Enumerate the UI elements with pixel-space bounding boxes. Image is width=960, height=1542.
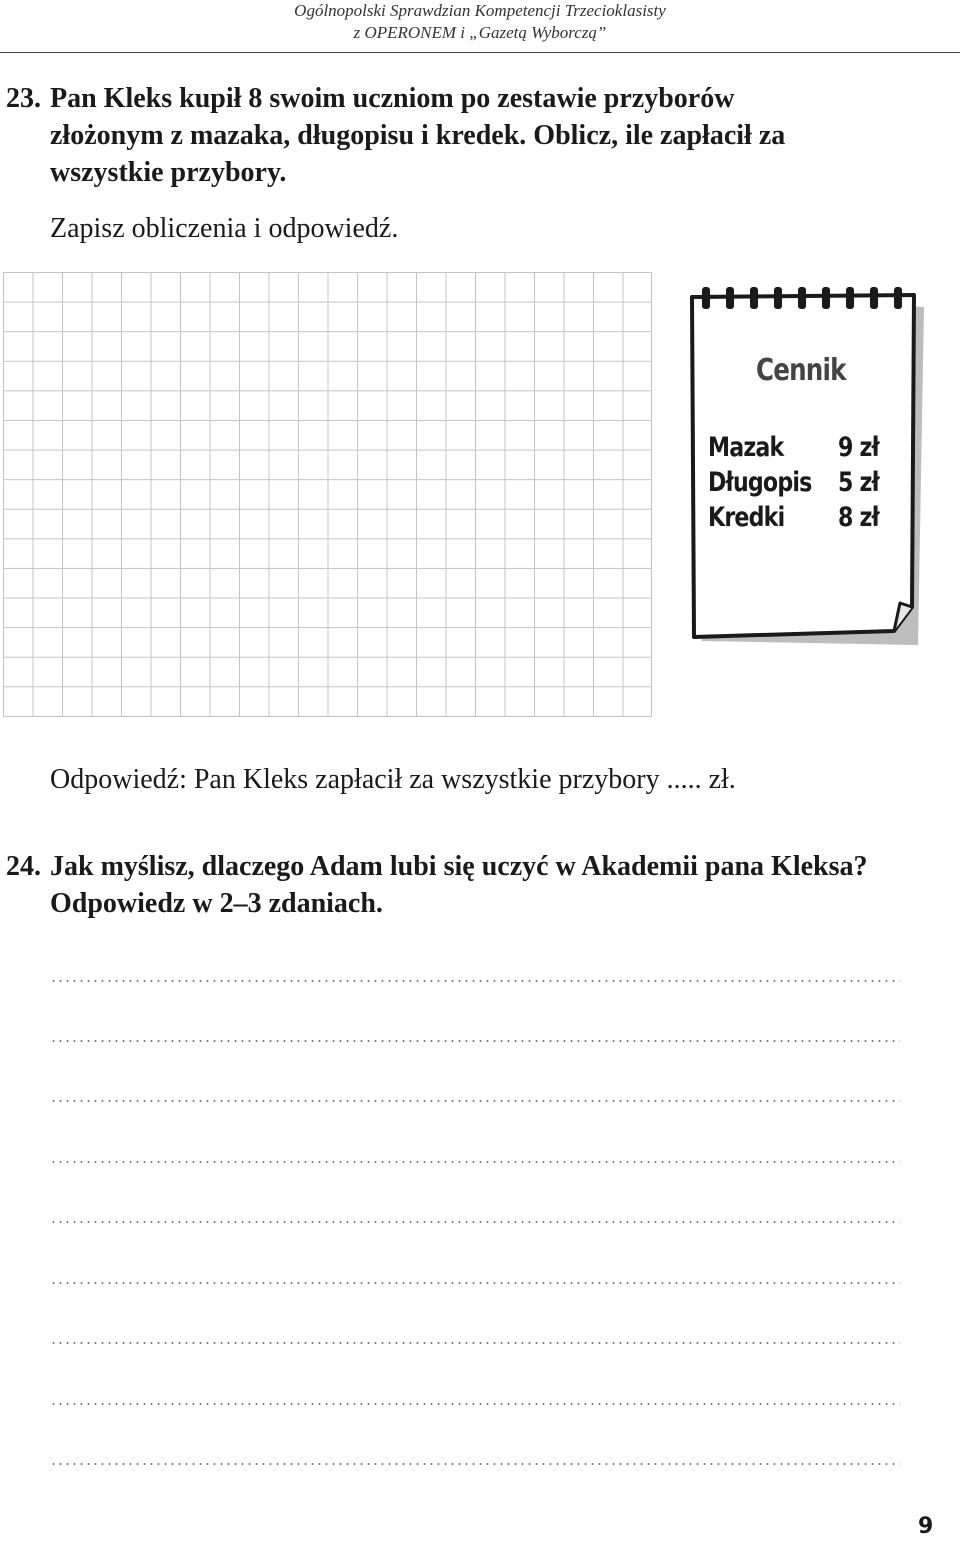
answer-line[interactable]	[50, 1403, 900, 1405]
task-23-number: 23.	[6, 83, 41, 114]
price-list-notepad	[688, 285, 928, 655]
task-23-instruction: Zapisz obliczenia i odpowiedź.	[50, 213, 399, 244]
answer-line[interactable]	[50, 1221, 900, 1223]
task-24	[6, 848, 906, 922]
price-item-value: 8 zł	[838, 502, 879, 533]
price-item-value: 9 zł	[838, 432, 879, 463]
calculation-grid[interactable]	[3, 272, 652, 717]
answer-line[interactable]	[50, 1342, 900, 1344]
answer-line[interactable]	[50, 1161, 900, 1163]
task-23	[6, 80, 906, 191]
task-23-text: Pan Kleks kupił 8 swoim uczniom po zestawie przyborów złożonym z mazaka, długopisu i kredek. Oblicz, ile zapłacił za wszystkie przybory.	[50, 83, 786, 188]
header-line-2: z OPERONEM i „Gazetą Wyborczą”	[353, 23, 607, 42]
answer-line[interactable]	[50, 1463, 900, 1465]
header-line-1: Ogólnopolski Sprawdzian Kompetencji Trzecioklasisty	[294, 1, 666, 20]
price-item-name: Długopis	[708, 467, 812, 498]
answer-line[interactable]	[50, 980, 900, 982]
answer-line[interactable]	[50, 1282, 900, 1284]
task-24-number: 24.	[6, 851, 41, 882]
task-23-answer: Odpowiedź: Pan Kleks zapłacił za wszystkie przybory ..... zł.	[50, 764, 736, 795]
price-list-row	[708, 432, 908, 468]
price-list-row	[708, 467, 908, 503]
price-item-name: Kredki	[708, 502, 785, 533]
task-24-text: Jak myślisz, dlaczego Adam lubi się uczyć w Akademii pana Kleksa? Odpowiedz w 2–3 zdaniach.	[50, 851, 868, 919]
price-item-name: Mazak	[708, 432, 784, 463]
page-number: 9	[918, 1514, 934, 1539]
answer-line[interactable]	[50, 1040, 900, 1042]
price-list-row	[708, 502, 908, 538]
price-list-title: Cennik	[756, 353, 846, 388]
header-rule	[0, 52, 960, 53]
answer-line[interactable]	[50, 1100, 900, 1102]
price-item-value: 5 zł	[838, 467, 879, 498]
